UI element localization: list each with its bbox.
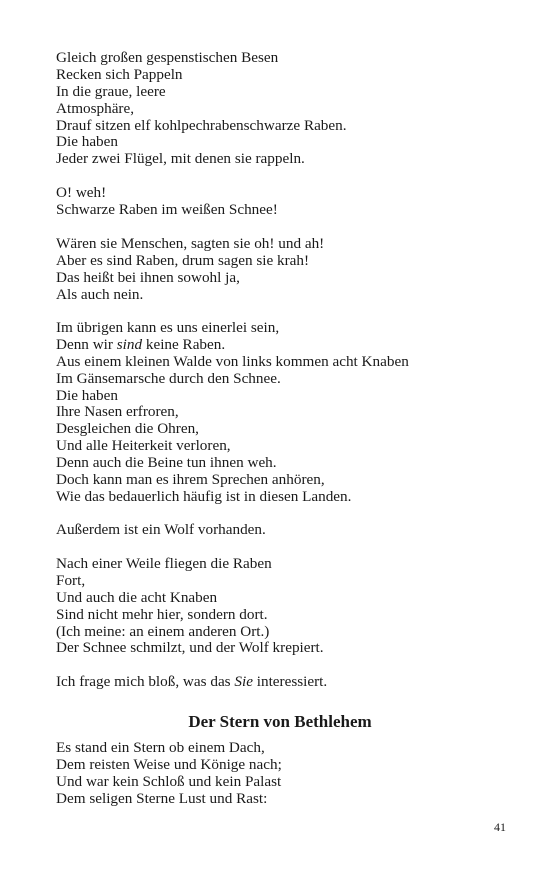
stanza-3	[56, 236, 526, 304]
stanza-2	[56, 185, 526, 219]
next-poem-stanza	[56, 740, 526, 808]
poem-line: Gleich großen gespenstischen Besen	[56, 49, 279, 66]
poem-line: Denn auch die Beine tun ihnen weh.	[56, 454, 277, 472]
poem-line: Fort,	[56, 571, 86, 589]
poem-line: Und auch die acht Knaben	[56, 588, 218, 606]
poem-line: Die haben	[56, 386, 118, 404]
poem-line-with-emphasis: Ich frage mich bloß, was das Sie interessiert.	[56, 673, 328, 690]
poem-line: Der Schnee schmilzt, und der Wolf krepiert.	[56, 639, 324, 657]
poem-line: Als auch nein.	[56, 285, 144, 303]
poem-title: Der Stern von Bethlehem	[188, 712, 372, 731]
emphasized-word: sind	[116, 335, 143, 353]
poem-line: Im übrigen kann es uns einerlei sein,	[56, 319, 280, 336]
poem-line: Drauf sitzen elf kohlpechrabenschwarze Raben.	[56, 116, 347, 134]
poem-line: Schwarze Raben im weißen Schnee!	[56, 200, 278, 218]
poem-line: Wie das bedauerlich häufig ist in diesen Landen.	[56, 487, 352, 505]
poem-line: Nach einer Weile fliegen die Raben	[56, 555, 272, 572]
poem-line: Dem seligen Sterne Lust und Rast:	[56, 789, 268, 807]
poem-line: Jeder zwei Flügel, mit denen sie rappeln.	[56, 150, 305, 168]
poem-line: Und war kein Schloß und kein Palast	[56, 772, 282, 790]
poem-line: Sind nicht mehr hier, sondern dort.	[56, 605, 268, 623]
poem-line: Aus einem kleinen Walde von links kommen acht Knaben	[56, 352, 409, 370]
stanza-6	[56, 556, 526, 657]
stanza-5	[56, 522, 526, 539]
poem-line: Doch kann man es ihrem Sprechen anhören,	[56, 471, 325, 489]
poem-line: O! weh!	[56, 184, 107, 201]
poem-line: Und alle Heiterkeit verloren,	[56, 437, 231, 455]
poem-line: (Ich meine: an einem anderen Ort.)	[56, 622, 270, 640]
poem-line: Ihre Nasen erfroren,	[56, 403, 179, 421]
poem-line: Außerdem ist ein Wolf vorhanden.	[56, 521, 266, 538]
page-number: 41	[494, 820, 506, 834]
stanza-7	[56, 674, 526, 691]
emphasized-word: Sie	[234, 673, 253, 690]
poem-line: Die haben	[56, 133, 118, 151]
poem-line: Wären sie Menschen, sagten sie oh! und ah!	[56, 235, 325, 252]
poem-line: Atmosphäre,	[56, 99, 135, 117]
poem-line: Das heißt bei ihnen sowohl ja,	[56, 268, 240, 286]
stanza-1	[56, 50, 526, 168]
poem-line: Dem reisten Weise und Könige nach;	[56, 755, 282, 773]
poem-line-with-emphasis: Denn wir sind keine Raben.	[56, 335, 226, 353]
poem-line: Aber es sind Raben, drum sagen sie krah!	[56, 251, 310, 269]
poem-line: Desgleichen die Ohren,	[56, 420, 199, 438]
poem-line: In die graue, leere	[56, 82, 166, 100]
poem-line: Es stand ein Stern ob einem Dach,	[56, 739, 265, 756]
poem-line: Im Gänsemarsche durch den Schnee.	[56, 369, 281, 387]
poem-line: Recken sich Pappeln	[56, 65, 183, 83]
stanza-4	[56, 320, 526, 506]
